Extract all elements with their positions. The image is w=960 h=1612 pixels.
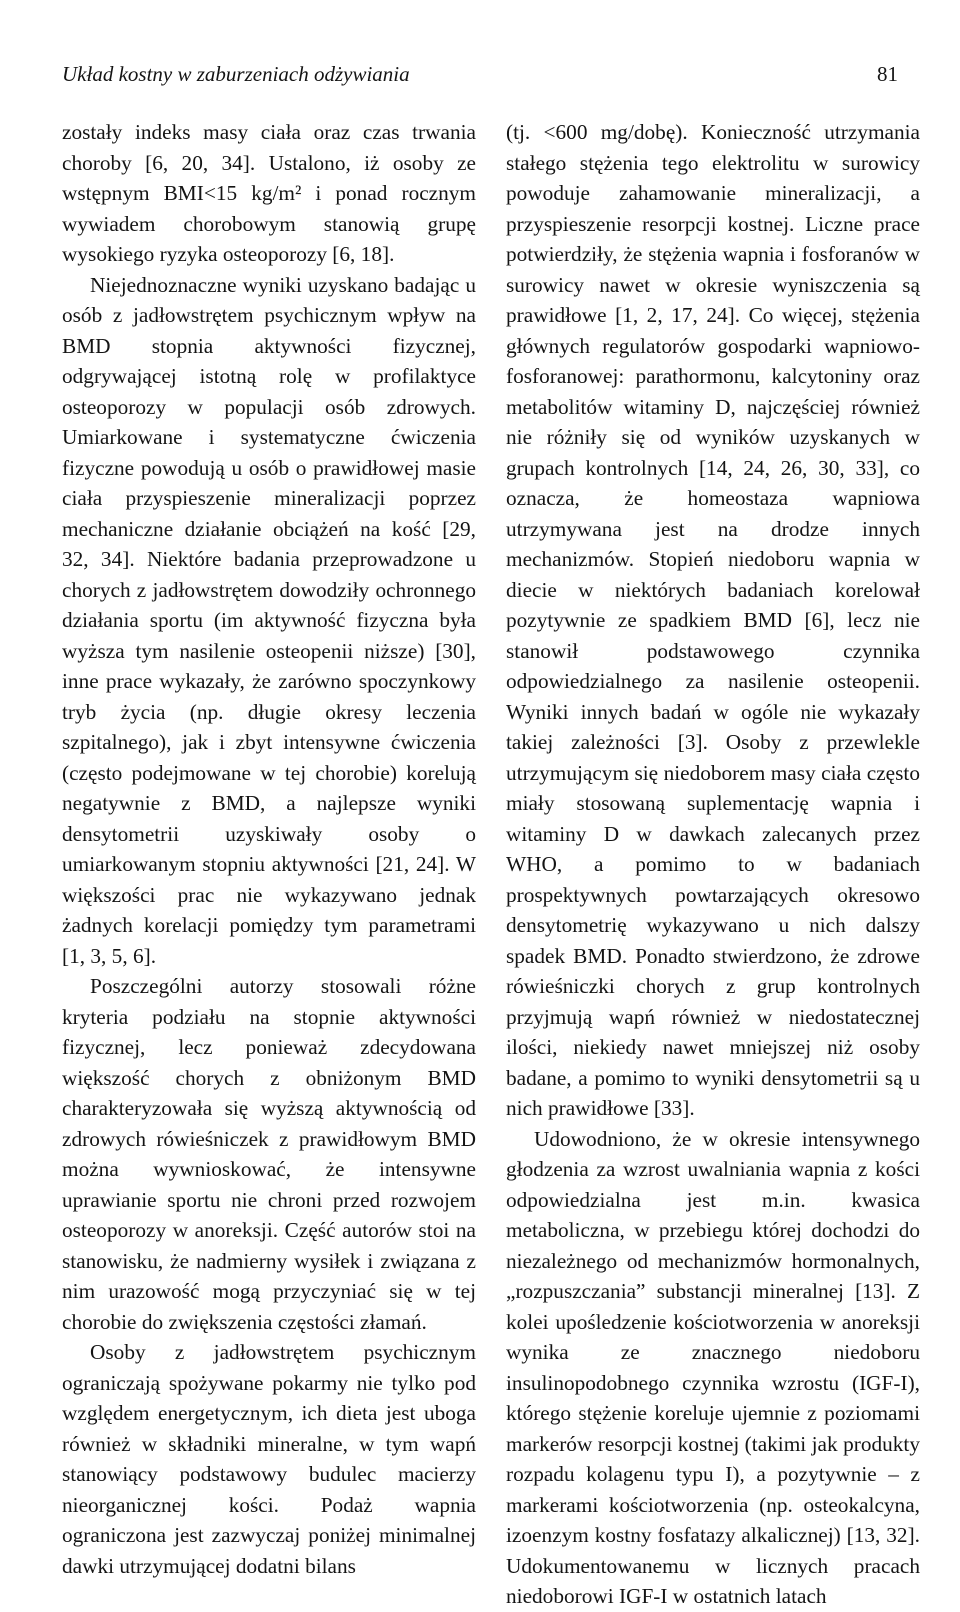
- paragraph: Poszczególni autorzy stosowali różne kryteria podziału na stopnie aktywności fizycznej, lecz ponieważ zdecydowana większość chorych z obniżonym BMD charakteryzowała się wyższą aktywnością od zdrowych rówieśniczek z prawidłowym BMD można wywnioskować, że intensywne uprawianie sportu nie chroni przed rozwojem osteoporozy w anoreksji. Część autorów stoi na stanowisku, że nadmierny wysiłek i związana z nim urazowość mogą przyczyniać się w tej chorobie do zwiększenia częstości złamań.: [62, 974, 476, 1334]
- running-head-title: Układ kostny w zaburzeniach odżywiania: [62, 62, 410, 86]
- text-column-left: [62, 117, 476, 1581]
- paragraph: Udowodniono, że w okresie intensywnego głodzenia za wzrost uwalniania wapnia z kości odpowiedzialna jest m.in. kwasica metaboliczna, w przebiegu której dochodzi do niezależnego od mechanizmów hormonalnych, „rozpuszczania” substancji mineralnej [13]. Z kolei upośledzenie kościotworzenia w anoreksji wynika ze znacznego niedoboru insulinopodobnego czynnika wzrostu (IGF-I), którego stężenie koreluje ujemnie z poziomami markerów resorpcji kostnej (takimi jak produkty rozpadu kolagenu typu I), a pozytywnie – z markerami kościotworzenia (np. osteokalcyna, izoenzym kostny fosfatazy alkalicznej) [13, 32]. Udokumentowanemu w licznych pracach niedoborowi IGF-I w ostatnich latach: [506, 1126, 920, 1608]
- paragraph: (tj. <600 mg/dobę). Konieczność utrzymania stałego stężenia tego elektrolitu w surowicy powoduje zahamowanie mineralizacji, a przyspieszenie resorpcji kostnej. Liczne prace potwierdziły, że stężenia wapnia i fosforanów w surowicy nawet w okresie wyniszczenia są prawidłowe [1, 2, 17, 24]. Co więcej, stężenia głównych regulatorów gospodarki wapniowo-fosforanowej: parathormonu, kalcytoniny oraz metabolitów witaminy D, najczęściej również nie różniły się od wyników uzyskanych w grupach kontrolnych [14, 24, 26, 30, 33], co oznacza, że homeostaza wapniowa utrzymywana jest na drodze innych mechanizmów. Stopień niedoboru wapnia w diecie w niektórych badaniach korelował pozytywnie ze spadkiem BMD [6], lecz nie stanowił podstawowego czynnika odpowiedzialnego za nasilenie osteopenii. Wyniki innych badań w ogóle nie wykazały takiej zależności [3]. Osoby z przewlekle utrzymującym się niedoborem masy ciała często miały stosowaną suplementację wapnia i witaminy D w dawkach zalecanych przez WHO, a pomimo to w badaniach prospektywnych powtarzających okresowo densytometrię wykazywano u nich dalszy spadek BMD. Ponadto stwierdzono, że zdrowe rówieśniczki chorych z grup kontrolnych przyjmują wapń również w niedostatecznej ilości, niekiedy nawet mniejszej niż osoby badane, a pomimo to wyniki densytometrii są u nich prawidłowe [33].: [506, 120, 920, 1120]
- text-column-right: [506, 117, 920, 1612]
- paragraph: zostały indeks masy ciała oraz czas trwania choroby [6, 20, 34]. Ustalono, iż osoby ze wstępnym BMI<15 kg/m² i ponad rocznym wywiadem chorobowym stanowią grupę wysokiego ryzyka osteoporozy [6, 18].: [62, 120, 476, 266]
- paragraph: Niejednoznaczne wyniki uzyskano badając u osób z jadłowstrętem psychicznym wpływ na BMD stopnia aktywności fizycznej, odgrywającej istotną rolę w profilaktyce osteoporozy w populacji osób zdrowych. Umiarkowane i systematyczne ćwiczenia fizyczne powodują u osób o prawidłowej masie ciała przyspieszenie mineralizacji poprzez mechaniczne działanie obciążeń na kość [29, 32, 34]. Niektóre badania przeprowadzone u chorych z jadłowstrętem dowodziły ochronnego działania sportu (im aktywność fizyczna była wyższa tym nasilenie osteopenii niższe) [30], inne prace wykazały, że zarówno spoczynkowy tryb życia (np. długie okresy leczenia szpitalnego), jak i zbyt intensywne ćwiczenia (często podejmowane w tej chorobie) korelują negatywnie z BMD, a najlepsze wyniki densytometrii uzyskiwały osoby o umiarkowanym stopniu aktywności [21, 24]. W większości prac nie wykazywano jednak żadnych korelacji pomiędzy tym parametrami [1, 3, 5, 6].: [62, 272, 476, 968]
- page-number: 81: [877, 62, 898, 86]
- paragraph: Osoby z jadłowstrętem psychicznym ograniczają spożywane pokarmy nie tylko pod względem energetycznym, ich dieta jest uboga również w składniki mineralne, w tym wapń stanowiący podstawowy budulec macierzy nieorganicznej kości. Podaż wapnia ograniczona jest zazwyczaj poniżej minimalnej dawki utrzymującej dodatni bilans: [62, 1340, 476, 1578]
